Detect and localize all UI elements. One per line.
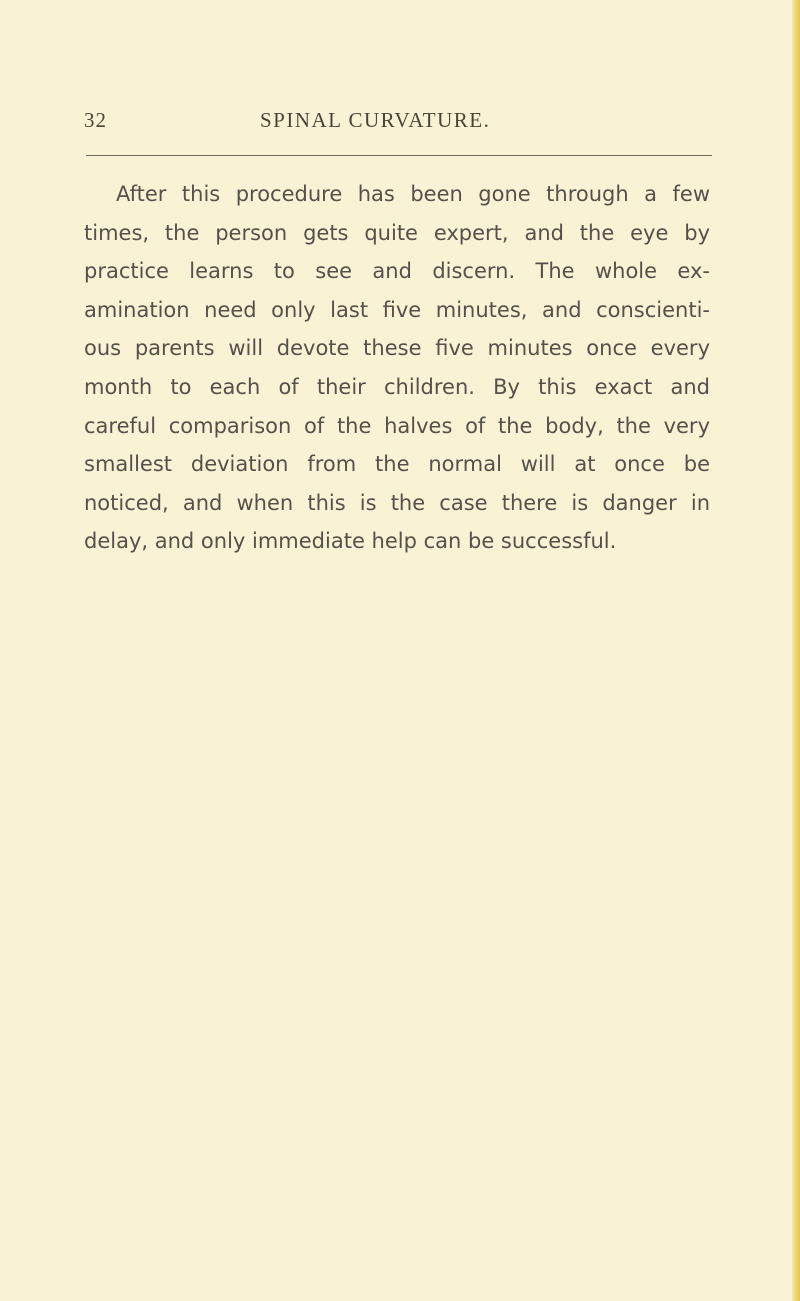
text-line: careful comparison of the halves of the body, the very bbox=[84, 413, 710, 438]
text-line: practice learns to see and discern. The whole ex- bbox=[84, 259, 710, 284]
body-paragraph bbox=[84, 175, 710, 561]
text-line: times, the person gets quite expert, and the eye by bbox=[84, 220, 710, 245]
running-head bbox=[84, 100, 710, 140]
running-title: SPINAL CURVATURE. bbox=[260, 108, 491, 132]
text-line: noticed, and when this is the case there is danger in bbox=[84, 490, 710, 515]
text-line: After this procedure has been gone through a few bbox=[116, 182, 710, 206]
text-line: amination need only last five minutes, and conscienti- bbox=[84, 297, 710, 322]
text-line: smallest deviation from the normal will at once be bbox=[84, 452, 710, 477]
header-rule bbox=[86, 155, 712, 156]
text-line: month to each of their children. By this exact and bbox=[84, 374, 710, 399]
page-edge bbox=[792, 0, 800, 1301]
text-line: ous parents will devote these five minutes once every bbox=[84, 336, 710, 361]
text-line: delay, and only immediate help can be successful. bbox=[84, 529, 617, 554]
page-number: 32 bbox=[84, 108, 107, 132]
